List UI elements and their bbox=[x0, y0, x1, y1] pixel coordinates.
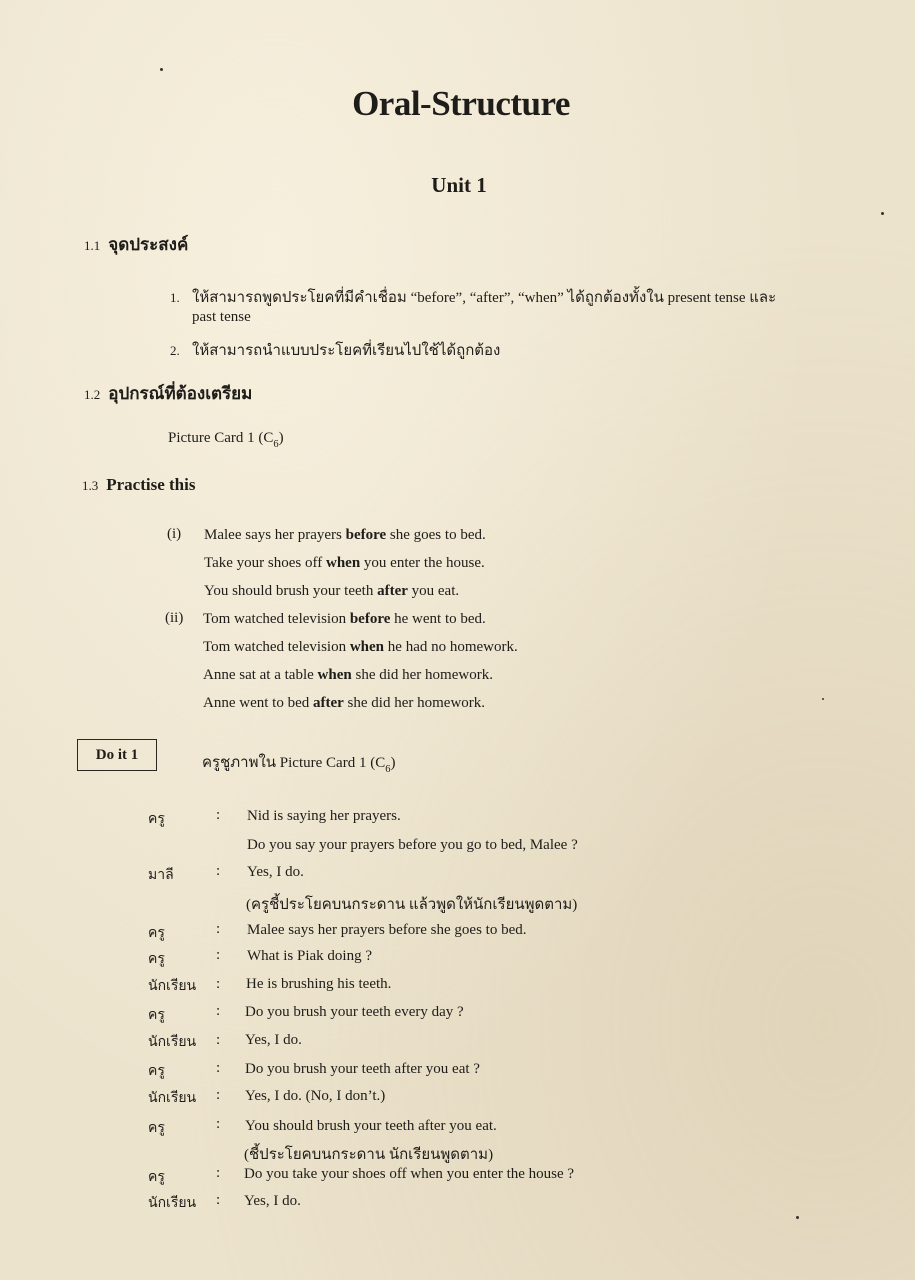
section-title: Practise this bbox=[106, 475, 196, 494]
page-title: Oral-Structure bbox=[352, 84, 570, 123]
section-number: 1.2 bbox=[84, 387, 101, 402]
colon: : bbox=[216, 921, 221, 937]
speaker-label: นักเรียน bbox=[148, 1091, 197, 1106]
dialogue-line: Yes, I do. bbox=[244, 1193, 301, 1209]
objective-1-line-1 bbox=[170, 285, 776, 309]
do-it-instruction-text: ครูชูภาพใน Picture Card 1 (C bbox=[202, 755, 386, 771]
objective-1-line-2: past tense bbox=[192, 309, 251, 325]
colon: : bbox=[216, 1032, 221, 1048]
colon: : bbox=[216, 1192, 221, 1208]
dialogue-line: Yes, I do. (No, I don’t.) bbox=[245, 1088, 386, 1104]
speaker-label: ครู bbox=[148, 812, 165, 827]
section-number: 1.3 bbox=[82, 478, 99, 493]
do-it-close: ) bbox=[390, 755, 396, 771]
speaker-label: นักเรียน bbox=[148, 1196, 197, 1211]
section-1-3-heading bbox=[82, 475, 195, 495]
colon: : bbox=[216, 976, 221, 992]
speaker-label: ครู bbox=[148, 952, 165, 967]
do-it-subscript: 6 bbox=[385, 764, 391, 775]
dialogue-line: Nid is saying her prayers. bbox=[247, 808, 401, 824]
dialogue-line: Yes, I do. bbox=[245, 1032, 302, 1048]
speaker-label: นักเรียน bbox=[148, 1035, 197, 1050]
materials-subscript: 6 bbox=[273, 439, 279, 450]
practice-group-1-label: (i) bbox=[167, 526, 182, 542]
speaker-label: ครู bbox=[148, 1170, 165, 1185]
dialogue-line: (ครูชี้ประโยคบนกระดาน แล้วพูดให้นักเรียนพูดตาม) bbox=[246, 897, 578, 913]
dialogue-line: Do you brush your teeth after you eat ? bbox=[245, 1061, 480, 1077]
colon: : bbox=[216, 863, 221, 879]
materials-close: ) bbox=[278, 430, 284, 446]
dialogue-line: Yes, I do. bbox=[247, 864, 304, 880]
section-title: จุดประสงค์ bbox=[108, 235, 189, 254]
dialogue-line: Do you brush your teeth every day ? bbox=[245, 1004, 464, 1020]
dialogue-line: You should brush your teeth after you eat. bbox=[245, 1118, 497, 1134]
paper-speck bbox=[796, 1216, 799, 1219]
paper-speck bbox=[822, 698, 824, 700]
practice-line: Malee says her prayers before she goes to bed. bbox=[204, 527, 486, 543]
colon: : bbox=[216, 1060, 221, 1076]
section-number: 1.1 bbox=[84, 238, 101, 253]
practice-line: Tom watched television when he had no homework. bbox=[203, 639, 518, 655]
speaker-label: ครู bbox=[148, 1121, 165, 1136]
speaker-label: ครู bbox=[148, 1008, 165, 1023]
section-1-1-heading bbox=[84, 231, 188, 258]
speaker-label: นักเรียน bbox=[148, 979, 197, 994]
speaker-label: ครู bbox=[148, 926, 165, 941]
section-1-2-heading bbox=[84, 380, 252, 407]
materials-text bbox=[168, 430, 284, 450]
dialogue-line: (ชี้ประโยคบนกระดาน นักเรียนพูดตาม) bbox=[244, 1147, 494, 1163]
objective-2 bbox=[170, 338, 500, 362]
practice-line: Anne sat at a table when she did her homework. bbox=[203, 667, 493, 683]
speaker-label: มาลี bbox=[148, 868, 174, 883]
unit-heading: Unit 1 bbox=[431, 173, 487, 197]
colon: : bbox=[216, 1087, 221, 1103]
speaker-label: ครู bbox=[148, 1064, 165, 1079]
practice-group-2-label: (ii) bbox=[165, 610, 184, 626]
dialogue-line: Malee says her prayers before she goes to bed. bbox=[247, 922, 527, 938]
objective-text: ให้สามารถพูดประโยคที่มีคำเชื่อม “before”, “after”, “when” ได้ถูกต้องทั้งใน present tense และ bbox=[192, 290, 777, 306]
paper-speck bbox=[160, 68, 163, 71]
practice-line: Anne went to bed after she did her homework. bbox=[203, 695, 486, 711]
paper-speck bbox=[881, 212, 884, 215]
colon: : bbox=[216, 1116, 221, 1132]
practice-line: You should brush your teeth after you eat. bbox=[204, 583, 460, 599]
objective-text: ให้สามารถนำแบบประโยคที่เรียนไปใช้ได้ถูกต้อง bbox=[192, 343, 501, 359]
do-it-instruction bbox=[202, 750, 395, 775]
dialogue-line: Do you say your prayers before you go to bed, Malee ? bbox=[247, 837, 578, 853]
practice-line: Take your shoes off when you enter the house. bbox=[204, 555, 485, 571]
materials-label: Picture Card 1 (C bbox=[168, 430, 274, 446]
list-number: 1. bbox=[170, 290, 180, 305]
dialogue-line: What is Piak doing ? bbox=[247, 948, 372, 964]
do-it-box: Do it 1 bbox=[77, 739, 157, 771]
section-title: อุปกรณ์ที่ต้องเตรียม bbox=[108, 384, 253, 403]
dialogue-line: Do you take your shoes off when you enter the house ? bbox=[244, 1166, 575, 1182]
colon: : bbox=[216, 947, 221, 963]
dialogue-line: He is brushing his teeth. bbox=[246, 976, 392, 992]
practice-line: Tom watched television before he went to bed. bbox=[203, 611, 486, 627]
colon: : bbox=[216, 807, 221, 823]
colon: : bbox=[216, 1003, 221, 1019]
colon: : bbox=[216, 1165, 221, 1181]
list-number: 2. bbox=[170, 343, 180, 358]
